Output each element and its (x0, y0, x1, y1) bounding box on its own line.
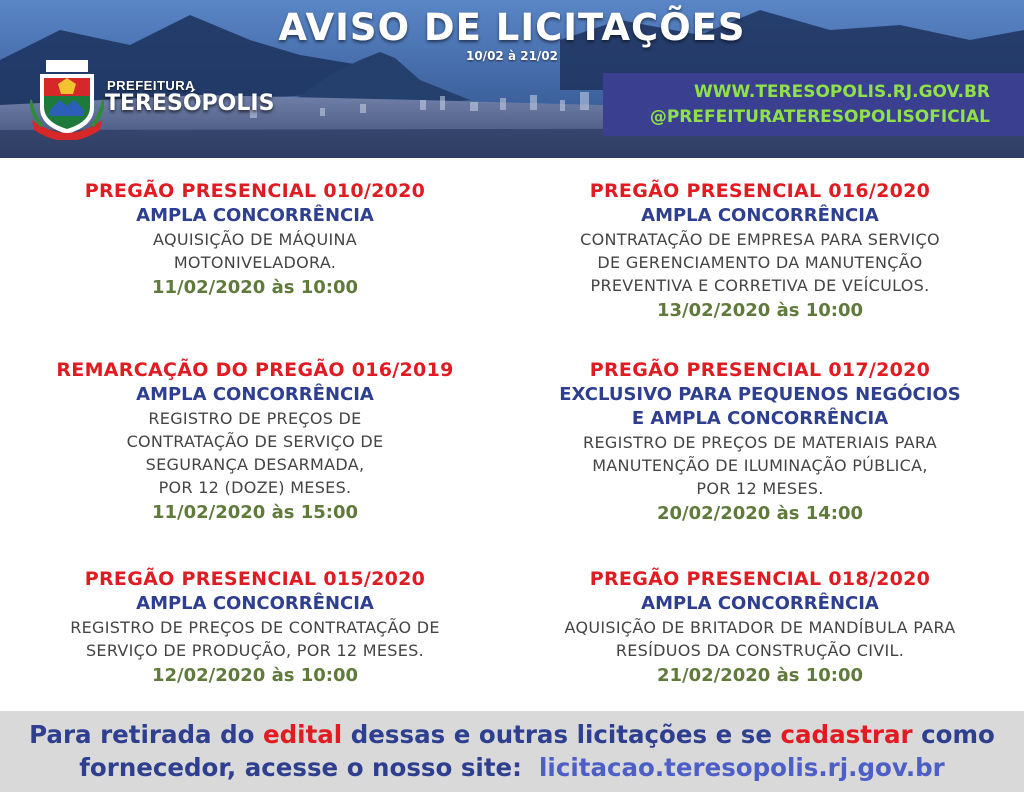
notice-type: AMPLA CONCORRÊNCIA (641, 593, 879, 614)
footer-text: fornecedor, acesse o nosso site: (79, 753, 540, 782)
notice-description: REGISTRO DE PREÇOS DE MATERIAIS PARA (583, 433, 937, 452)
notice-description: RESÍDUOS DA CONSTRUÇÃO CIVIL. (615, 641, 905, 660)
notice-description: CONTRATAÇÃO DE EMPRESA PARA SERVIÇO (580, 230, 940, 249)
footer-text: dessas e outras licitações e se (342, 720, 781, 749)
website-link[interactable]: WWW.TERESOPOLIS.RJ.GOV.BR (694, 82, 990, 102)
notice-type: AMPLA CONCORRÊNCIA (136, 593, 374, 614)
notice-type: AMPLA CONCORRÊNCIA (641, 205, 879, 226)
footer-text: como (912, 720, 995, 749)
notice-description: AQUISIÇÃO DE MÁQUINA (153, 230, 357, 249)
notice-title: PREGÃO PRESENCIAL 016/2020 (589, 180, 931, 202)
notice-date: 11/02/2020 às 10:00 (151, 277, 359, 298)
social-handle[interactable]: @PREFEITURATERESOPOLISOFICIAL (649, 107, 990, 127)
notice-card (515, 357, 1005, 528)
notice-date: 20/02/2020 às 14:00 (656, 503, 864, 524)
notice-card (10, 357, 500, 527)
notice-description: REGISTRO DE PREÇOS DE CONTRATAÇÃO DE (70, 618, 440, 637)
notice-description: PREVENTIVA E CORRETIVA DE VEÍCULOS. (590, 276, 930, 295)
footer-text: Para retirada do (29, 720, 264, 749)
notice-type: E AMPLA CONCORRÊNCIA (631, 408, 889, 429)
notice-card (515, 178, 1005, 325)
notice-description: REGISTRO DE PREÇOS DE (148, 409, 362, 428)
notice-title: PREGÃO PRESENCIAL 017/2020 (589, 359, 931, 381)
licitacao-site-link[interactable]: licitacao.teresopolis.rj.gov.br (539, 753, 945, 782)
date-range: 10/02 à 21/02 (465, 49, 558, 63)
city-name: TERESÓPOLIS (105, 91, 275, 116)
notice-date: 11/02/2020 às 15:00 (151, 502, 359, 523)
footer-line-2 (0, 751, 1024, 784)
notice-description: SERVIÇO DE PRODUÇÃO, POR 12 MESES. (85, 641, 425, 660)
notice-date: 21/02/2020 às 10:00 (656, 665, 864, 686)
notice-card (515, 566, 1005, 690)
notice-type: AMPLA CONCORRÊNCIA (136, 384, 374, 405)
footer-line-1 (0, 718, 1024, 751)
notice-card (10, 566, 500, 690)
notice-description: MOTONIVELADORA. (173, 253, 337, 272)
notice-description: DE GERENCIAMENTO DA MANUTENÇÃO (597, 253, 923, 272)
notice-description: AQUISIÇÃO DE BRITADOR DE MANDÍBULA PARA (564, 618, 956, 637)
cadastrar-highlight: cadastrar (780, 720, 913, 749)
page-title: AVISO DE LICITAÇÕES (278, 6, 746, 49)
notice-description: POR 12 MESES. (696, 479, 824, 498)
notice-description: MANUTENÇÃO DE ILUMINAÇÃO PÚBLICA, (592, 456, 928, 475)
notice-date: 12/02/2020 às 10:00 (151, 665, 359, 686)
notice-date: 13/02/2020 às 10:00 (656, 300, 864, 321)
notice-type: EXCLUSIVO PARA PEQUENOS NEGÓCIOS (559, 384, 961, 405)
notice-description: CONTRATAÇÃO DE SERVIÇO DE (126, 432, 384, 451)
notice-card (10, 178, 500, 302)
notice-description: POR 12 (DOZE) MESES. (158, 478, 352, 497)
notice-title: REMARCAÇÃO DO PREGÃO 016/2019 (56, 359, 454, 381)
edital-highlight: edital (263, 720, 343, 749)
footer-banner (0, 711, 1024, 792)
prefeitura-label: PREFEITURA (107, 78, 196, 93)
notice-title: PREGÃO PRESENCIAL 018/2020 (589, 568, 931, 590)
notice-description: SEGURANÇA DESARMADA, (145, 455, 365, 474)
notice-title: PREGÃO PRESENCIAL 010/2020 (84, 180, 426, 202)
contact-box (603, 73, 1024, 136)
notice-type: AMPLA CONCORRÊNCIA (136, 205, 374, 226)
header-banner (0, 0, 1024, 158)
coat-of-arms-icon (30, 60, 104, 140)
notice-title: PREGÃO PRESENCIAL 015/2020 (84, 568, 426, 590)
